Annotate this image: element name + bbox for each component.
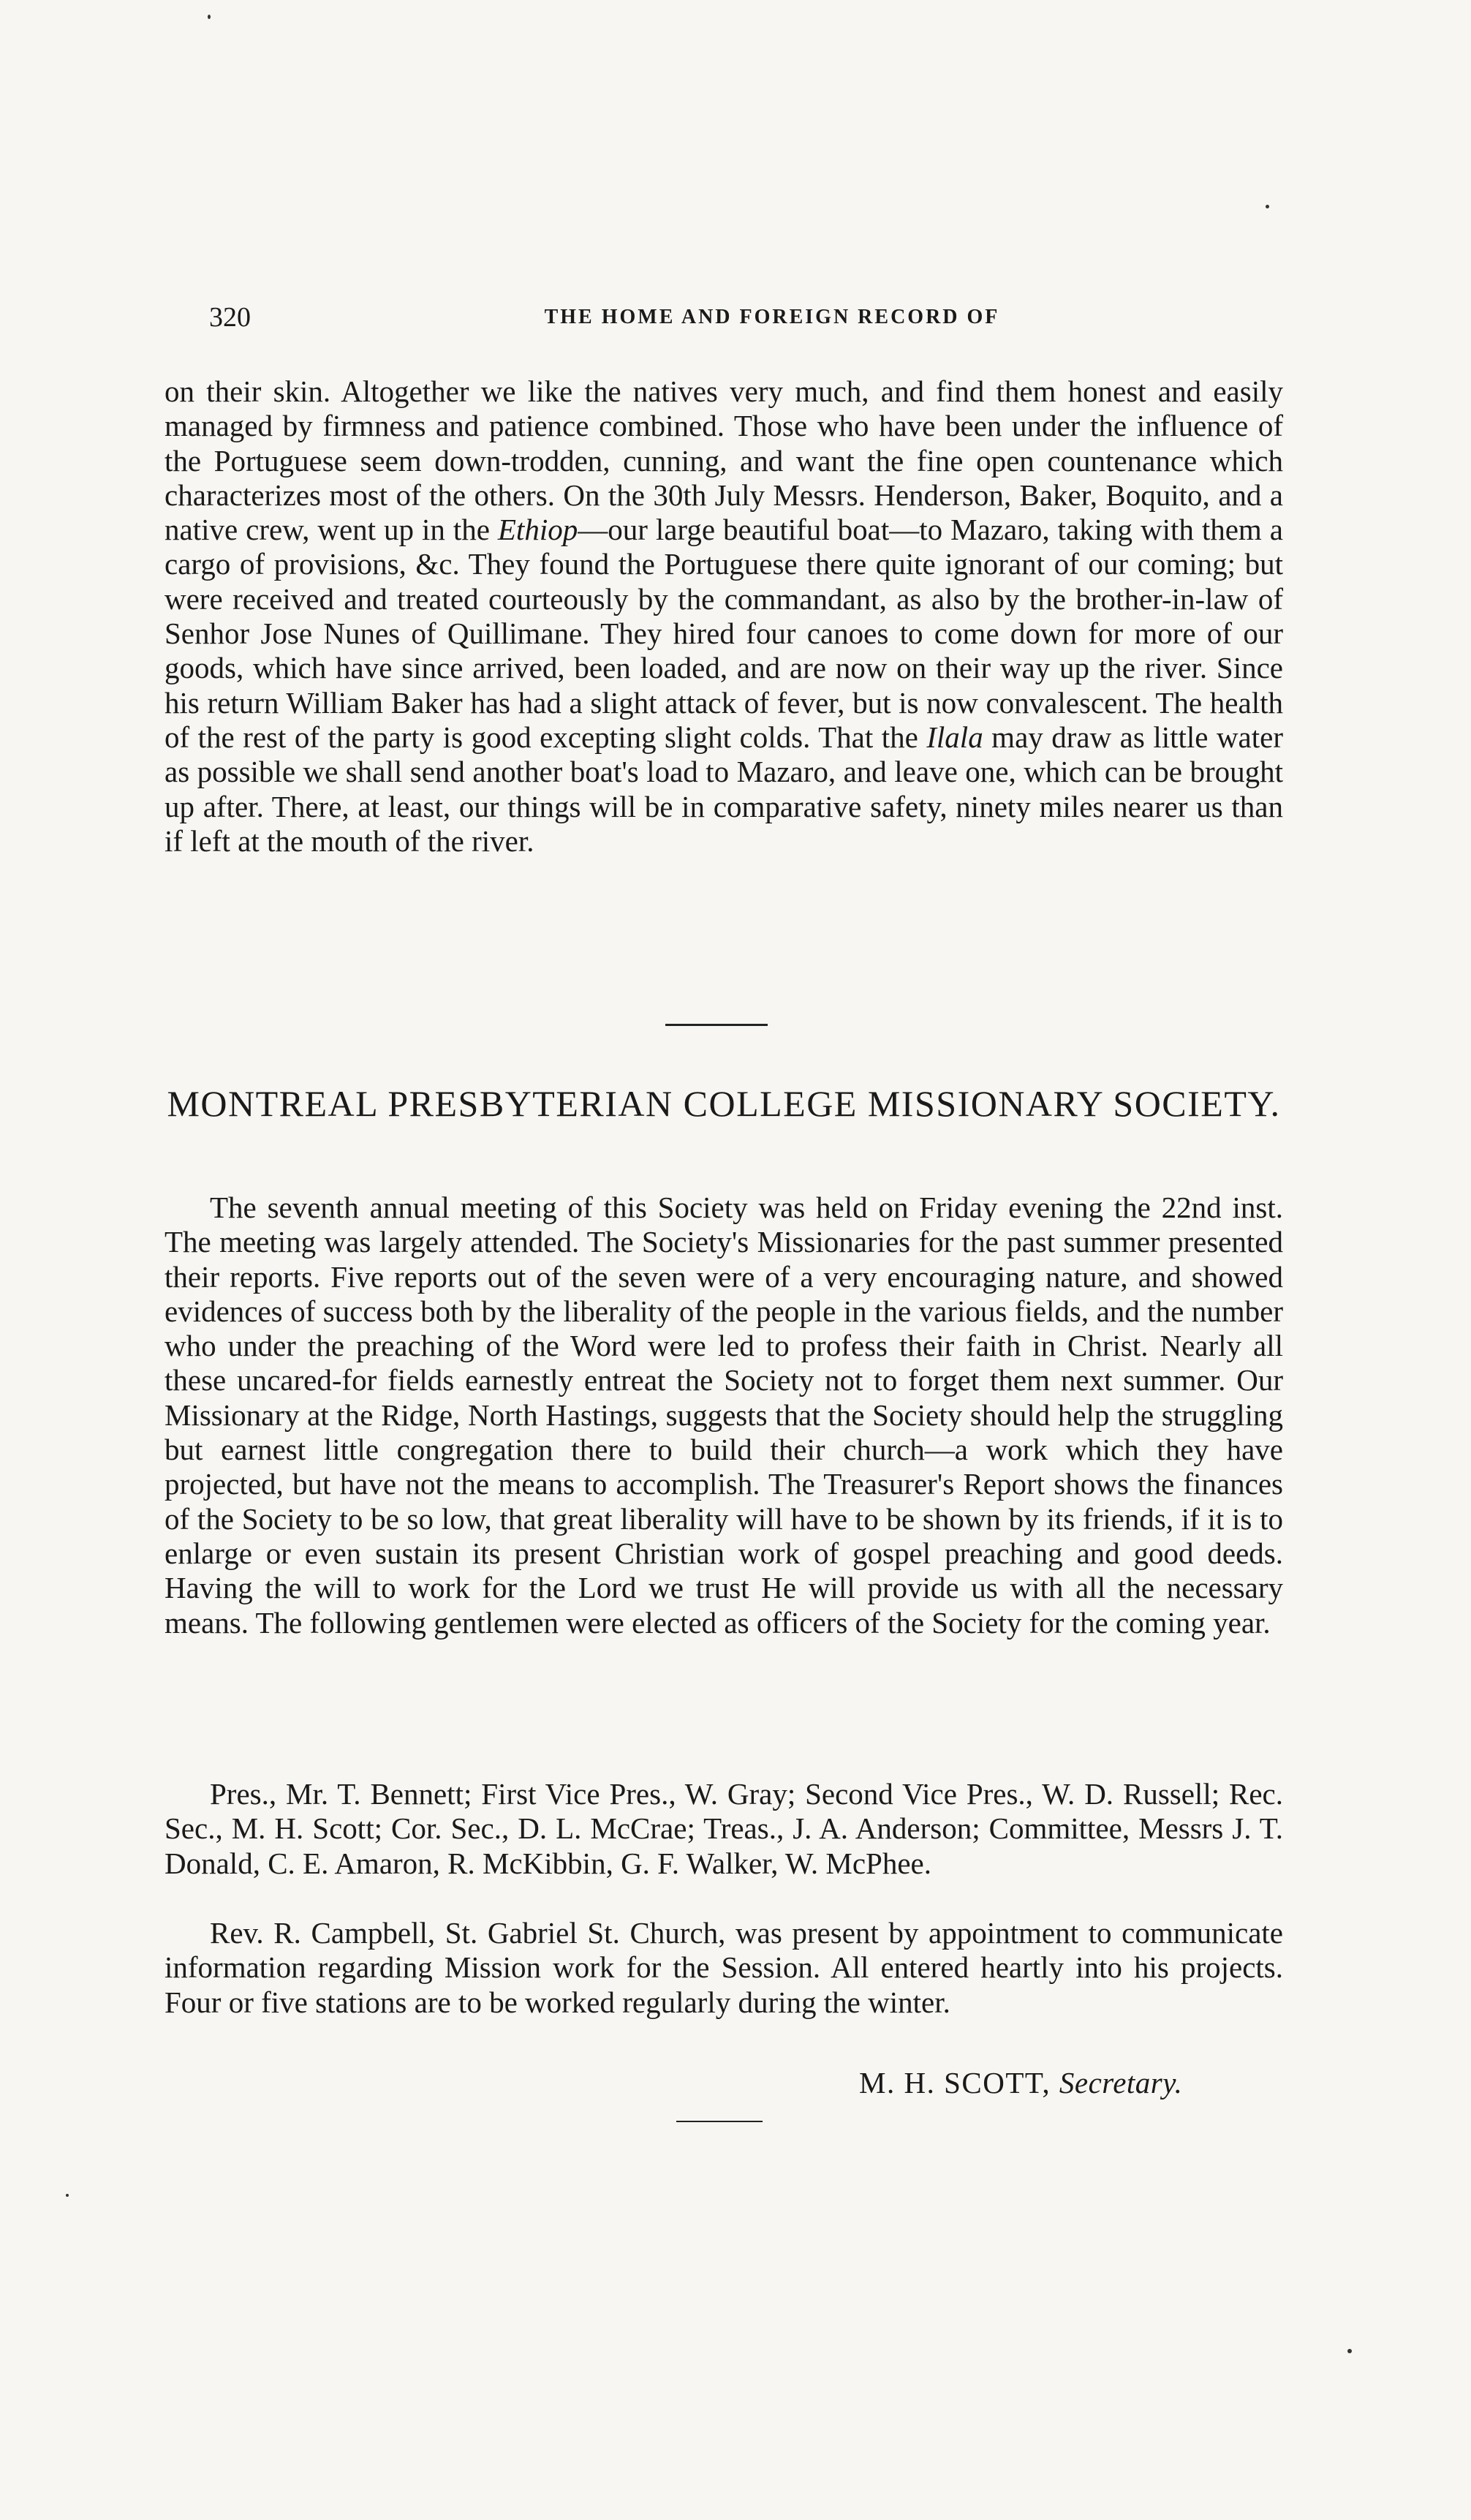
text-run: on their skin. Altogether we like the natives very much, and find them honest and easily managed by firmness and patience combined. Those who have been under the influence of the Portuguese seem down-trodden, cunning, and want the fine open countenance which characterizes most of the others. On the 30th July Messrs. Henderson, Baker, Boquito, and a native crew, went up in the bbox=[165, 374, 1283, 547]
ship-name-ethiop: Ethiop bbox=[497, 513, 578, 547]
section-divider bbox=[665, 1024, 768, 1026]
text-run: may draw as little water as possible we shall send another boat's load to Mazaro, and leave one, which can be brought up after. There, at least, our things will be in comparative safety, ninety miles nearer us than if left at the mouth of the river. bbox=[165, 720, 1283, 858]
text-run: —our large beautiful boat—to Mazaro, taking with them a cargo of provisions, &c. They found the Portuguese there quite ignorant of our coming; but were received and treated courteously by the commandant, as also by the brother-in-law of Senhor Jose Nunes of Quillimane. They hired four canoes to come down for more of our goods, which have since arrived, been loaded, and are now on their way up the river. Since his return William Baker has had a slight attack of fever, but is now convalescent. The health of the rest of the party is good excepting slight colds. That the bbox=[165, 513, 1283, 754]
section-heading: MONTREAL PRESBYTERIAN COLLEGE MISSIONARY SOCIETY. bbox=[167, 1083, 1281, 1124]
paragraph-annual-meeting bbox=[165, 1191, 1283, 1640]
scan-speck bbox=[66, 2194, 69, 2197]
paragraph-campbell bbox=[165, 1916, 1283, 2020]
page-number: 320 bbox=[209, 302, 251, 333]
signature-name: M. H. SCOTT, bbox=[859, 2066, 1059, 2100]
paragraph-officers-text: Pres., Mr. T. Bennett; First Vice Pres., W. Gray; Second Vice Pres., W. D. Russell; Rec. Sec., M. H. Scott; Cor. Sec., D. L. McCrae; Treas., J. A. Anderson; Committee, Messrs J. T. Donald, C. E. Amaron, R. McKibbin, G. F. Walker, W. McPhee. bbox=[165, 1777, 1283, 1880]
scan-speck bbox=[208, 15, 211, 19]
page-header bbox=[209, 301, 1262, 345]
paragraph-officers bbox=[165, 1777, 1283, 1881]
ship-name-ilala: Ilala bbox=[926, 720, 983, 754]
paragraph-campbell-text: Rev. R. Campbell, St. Gabriel St. Church, was present by appointment to communicate information regarding Mission work for the Session. All entered heartly into his projects. Four or five stations are to be worked regularly during the winter. bbox=[165, 1916, 1283, 2019]
signature bbox=[859, 2065, 1182, 2100]
end-divider bbox=[676, 2121, 763, 2122]
paragraph-natives bbox=[165, 374, 1283, 859]
running-head: THE HOME AND FOREIGN RECORD OF bbox=[544, 306, 1000, 328]
scan-speck bbox=[1347, 2349, 1352, 2353]
scan-speck bbox=[1266, 205, 1269, 208]
paragraph-annual-meeting-text: The seventh annual meeting of this Society was held on Friday evening the 22nd inst. The meeting was largely attended. The Society's Missionaries for the past summer presented their reports. Five reports out of the seven were of a very encouraging nature, and showed evidences of success both by the liberality of the people in the various fields, and the number who under the preaching of the Word were led to profess their faith in Christ. Nearly all these uncared-for fields earnestly entreat the Society not to forget them next summer. Our Missionary at the Ridge, North Hastings, suggests that the Society should help the struggling but earnest little congregation there to build their church—a work which they have projected, but have not the means to accomplish. The Treasurer's Report shows the finances of the Society to be so low, that great liberality will have to be shown by its friends, if it is to enlarge or even sustain its present Christian work of gospel preaching and good deeds. Having the will to work for the Lord we trust He will provide us with all the necessary means. The following gentlemen were elected as officers of the Society for the coming year. bbox=[165, 1191, 1283, 1640]
paragraph-natives-text bbox=[165, 374, 1283, 859]
signature-role: Secretary. bbox=[1059, 2066, 1183, 2100]
